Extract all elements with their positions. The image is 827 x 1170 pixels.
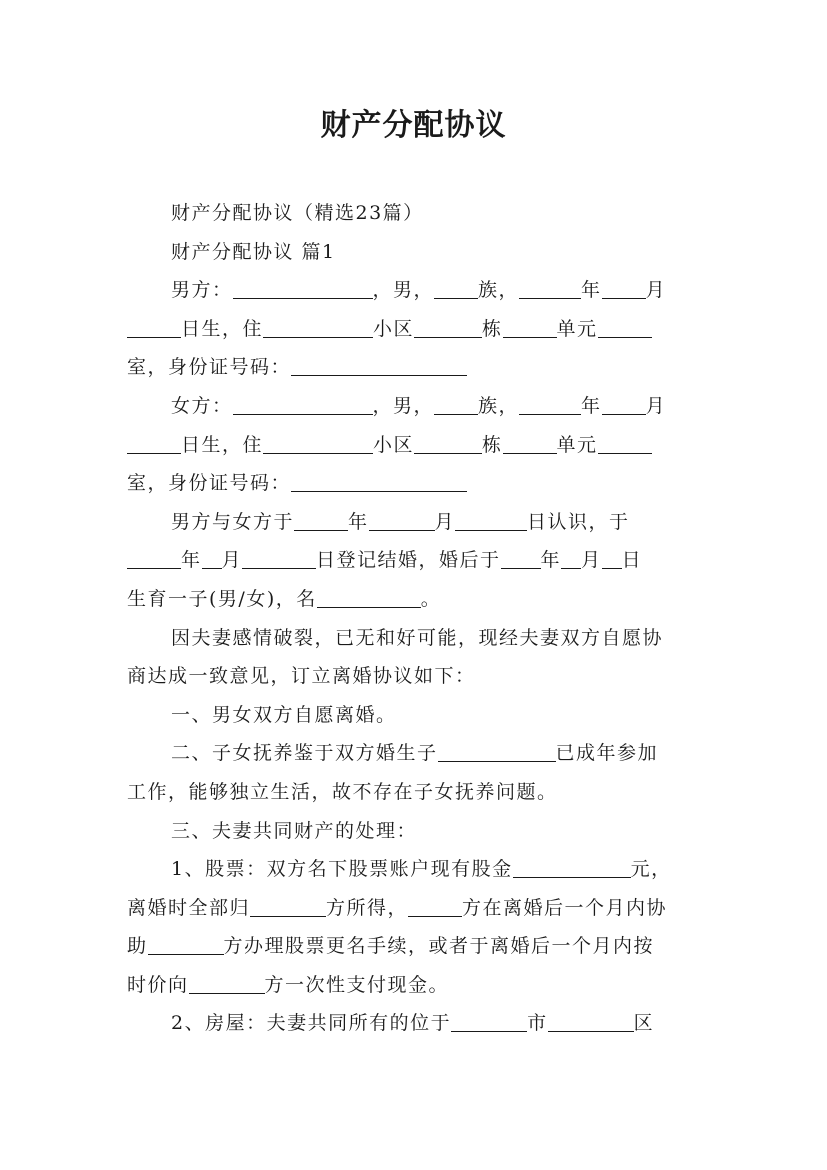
meet-day-blank [455, 508, 527, 531]
woman-address-blank [263, 431, 373, 454]
stock-party-blank-3 [148, 932, 224, 955]
meeting-prefix: 男方与女方于 [171, 510, 295, 533]
birth-day-text: 日 [621, 549, 643, 572]
child-period: 。 [420, 587, 442, 610]
woman-id-label: 室，身份证号码： [127, 472, 292, 495]
clause-2-suffix: 已成年参加 [555, 742, 659, 765]
stock-prefix: 1、股票：双方名下股票账户现有股金 [171, 858, 513, 881]
man-id-label: 室，身份证号码： [127, 356, 292, 379]
woman-unit-blank [503, 431, 557, 454]
man-unit-text: 单元 [556, 317, 598, 340]
woman-line-3 [127, 464, 707, 503]
section-heading: 财产分配协议 篇1 [171, 240, 336, 263]
marry-year-text: 年 [181, 549, 202, 572]
man-address-blank [263, 315, 373, 338]
man-day-blank [127, 315, 181, 338]
child-name-blank-2 [438, 739, 556, 762]
meeting-line-3 [127, 580, 707, 619]
man-id-blank [291, 353, 467, 376]
stock-line-2 [127, 889, 707, 928]
marry-text: 日登记结婚，婚后于 [316, 549, 501, 572]
woman-label: 女方： [171, 394, 233, 417]
house-district-text: 区 [633, 1012, 655, 1035]
man-building-text: 栋 [482, 317, 503, 340]
man-year-text: 年 [581, 279, 602, 302]
clause-1: 一、男女双方自愿离婚。 [171, 703, 397, 726]
reason-line-1: 因夫妻感情破裂，已无和好可能，现经夫妻双方自愿协 [171, 626, 664, 649]
woman-day-blank [127, 431, 181, 454]
house-city-text: 市 [527, 1012, 548, 1035]
birth-year-blank [501, 546, 541, 569]
meet-month-text: 月 [434, 510, 456, 533]
man-room-blank [598, 315, 652, 338]
marry-month-blank [202, 546, 222, 569]
house-city-blank [451, 1009, 527, 1032]
man-district-text: 小区 [373, 317, 415, 340]
stock-l3a: 助 [127, 935, 148, 958]
woman-nation-blank [434, 392, 478, 415]
man-year-blank [519, 276, 581, 299]
man-unit-blank [503, 315, 557, 338]
child-name-blank [317, 585, 421, 608]
birth-day-blank [602, 546, 622, 569]
woman-born-text: 日生，住 [181, 433, 264, 456]
clause-2-line-2: 工作，能够独立生活，故不存在子女抚养问题。 [127, 780, 558, 803]
woman-building-blank [414, 431, 482, 454]
birth-month-text: 月 [581, 549, 602, 572]
woman-id-blank [291, 469, 467, 492]
stock-party-blank-4 [189, 971, 265, 994]
man-line-3 [127, 348, 707, 387]
meeting-line-1 [127, 503, 707, 542]
birth-year-text: 年 [540, 549, 562, 572]
meet-year-text: 年 [348, 510, 369, 533]
man-nation-text: 族， [478, 279, 520, 302]
birth-month-blank [561, 546, 581, 569]
stock-l3b: 方办理股票更名手续，或者于离婚后一个月内按 [223, 935, 655, 958]
man-building-blank [414, 315, 482, 338]
woman-unit-text: 单元 [556, 433, 598, 456]
woman-room-blank [598, 431, 652, 454]
meet-month-blank [369, 508, 435, 531]
woman-year-text: 年 [581, 394, 602, 417]
house-line-1 [127, 1004, 707, 1043]
meeting-line-2 [127, 541, 707, 580]
woman-sex-text: ，男， [372, 394, 435, 417]
woman-district-text: 小区 [373, 433, 415, 456]
man-sex-text: ，男， [372, 279, 435, 302]
woman-month-text: 月 [645, 394, 667, 417]
stock-line-1 [127, 850, 707, 889]
man-born-text: 日生，住 [181, 317, 264, 340]
woman-year-blank [519, 392, 581, 415]
woman-line-2 [127, 426, 707, 465]
stock-l4b: 方一次性支付现金。 [264, 973, 450, 996]
woman-name-blank [233, 392, 373, 415]
man-name-blank [233, 276, 373, 299]
document-body [127, 194, 707, 1043]
clause-3: 三、夫妻共同财产的处理： [171, 819, 418, 842]
man-nation-blank [434, 276, 478, 299]
woman-line-1 [127, 387, 707, 426]
marry-year-blank [127, 546, 181, 569]
stock-l2c: 方在离婚后一个月内协 [462, 896, 668, 919]
child-text: 生育一子(男/女)，名 [127, 587, 317, 610]
stock-party-blank-1 [250, 894, 326, 917]
stock-l2a: 离婚时全部归 [127, 896, 251, 919]
clause-2-prefix: 二、子女抚养鉴于双方婚生子 [171, 742, 438, 765]
woman-building-text: 栋 [482, 433, 503, 456]
marry-month-text: 月 [221, 549, 243, 572]
stock-l4a: 时价向 [127, 973, 189, 996]
man-label: 男方： [171, 279, 233, 302]
clause-2-line-1 [127, 734, 707, 773]
man-line-1 [127, 271, 707, 310]
subtitle: 财产分配协议（精选23篇） [171, 202, 424, 224]
stock-yuan: 元， [630, 858, 672, 881]
stock-line-4 [127, 966, 707, 1005]
meet-day-text: 日认识，于 [527, 510, 630, 533]
marry-day-blank [242, 546, 316, 569]
man-month-blank [602, 276, 646, 299]
stock-party-blank-2 [408, 894, 462, 917]
woman-month-blank [602, 392, 646, 415]
house-prefix: 2、房屋：夫妻共同所有的位于 [171, 1012, 452, 1035]
house-district-blank [548, 1009, 634, 1032]
stock-line-3 [127, 927, 707, 966]
man-line-2 [127, 310, 707, 349]
stock-l2b: 方所得， [326, 896, 409, 919]
reason-line-2: 商达成一致意见，订立离婚协议如下： [127, 665, 476, 688]
stock-amount-blank [513, 855, 631, 878]
woman-nation-text: 族， [478, 394, 520, 417]
man-month-text: 月 [645, 279, 667, 302]
meet-year-blank [294, 508, 348, 531]
document-title: 财产分配协议 [320, 108, 507, 143]
